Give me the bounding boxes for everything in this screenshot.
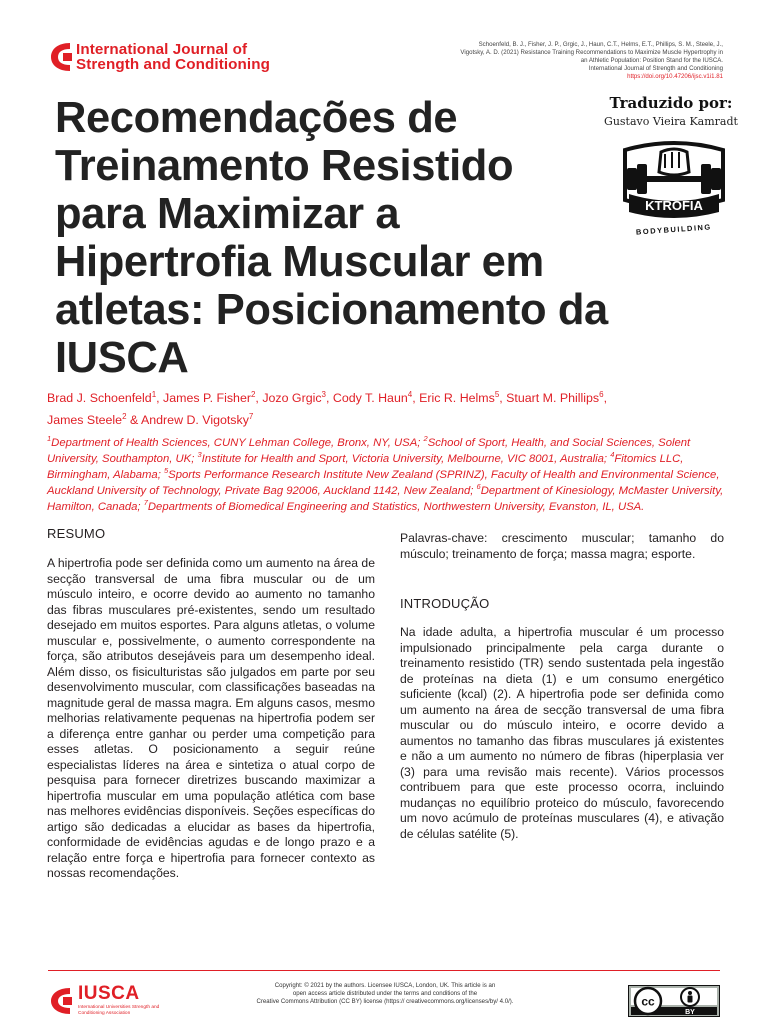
keywords-label: Palavras-chave: — [400, 531, 488, 545]
author — [47, 413, 127, 427]
author-name: Eric R. Helms — [419, 391, 495, 406]
author-affiliation-number: 1 — [151, 390, 157, 399]
citation-line: Vigotsky, A. D. (2021) Resistance Training Recommendations to Maximize Muscle Hypertrophy in — [460, 48, 723, 56]
affiliation-number: 4 — [610, 450, 615, 460]
ktrofia-logo-subtext: BODYBUILDING — [635, 222, 713, 237]
affiliation-number: 2 — [423, 434, 428, 443]
iusca-fullname: International Universities Strength and Conditioning Association — [78, 1005, 160, 1016]
author-affiliation-number: 5 — [494, 390, 500, 399]
abstract-text: A hipertrofia pode ser definida como um aumento na área de secção transversal de uma fibra muscular ou de um músculo inteiro, e ocorre devido ao aumento no tamanho das fibras musculares pré-existentes, sendo um resultado desejado em muitos esportes. Para alguns atletas, o volume muscular e, possivelmente, o aumento correspondente na força, são atributos desejáveis para um desempenho ideal. Além disso, os fisiculturistas são julgados em parte por seu desenvolvimento muscular, com classificações baseadas na magnitude geral de massa magra. Em alguns casos, mesmo melhorias relativamente pequenas na hipertrofia podem ser a diferença entre ganhar ou perder uma competição para esses atletas. O posicionamento a seguir reúne especialistas líderes na área e sintetiza o atual corpo de pesquisa para fornecer diretrizes buscando maximizar a hipertrofia muscular em uma população atlética com base nas melhores evidências disponíveis. Seções específicas do artigo são dedicadas a elucidar as bases da hipertrofia, conformidade de evidências agudas e de longo prazo e a relação entre força e hipertrofia para fornecer contexto as nossas recomendações. — [47, 556, 375, 880]
affiliation-text: Departments of Biomedical Engineering and Statistics, Northwestern University, Evanston, IL, USA. — [147, 501, 645, 514]
author — [141, 413, 253, 427]
copyright-line: Copyright: © 2021 by the authors. Licensee IUSCA, London, UK. This article is an — [274, 982, 496, 989]
author — [333, 391, 412, 405]
copyright-line[interactable]: Creative Commons Attribution (CC BY) license (https:// creativecommons.org/licenses/by/ 4.0/). — [256, 997, 514, 1005]
ktrofia-logo-text: KTROFIA — [645, 198, 703, 213]
citation-line: Schoenfeld, B. J., Fisher, J. P., Grgic, J., Haun, C.T., Helms, E.T., Phillips, S. M., Steele, J., — [478, 41, 723, 48]
affiliation-number: 1 — [47, 434, 52, 443]
cc-by-label: BY — [685, 1009, 695, 1016]
author-name: Andrew D. Vigotsky — [141, 412, 249, 427]
author-name: Brad J. Schoenfeld — [47, 391, 152, 406]
keywords-text: crescimento muscular; tamanho do músculo; treinamento de força; massa magra; esporte. — [400, 531, 724, 561]
copyright-line: open access article distributed under the terms and conditions of the — [292, 989, 478, 997]
introduction-heading: INTRODUÇÃO — [400, 596, 490, 611]
author — [262, 391, 326, 405]
journal-name-line2: Strength and Conditioning — [76, 56, 270, 73]
author-affiliation-number: 2 — [122, 411, 127, 421]
author-name: James P. Fisher — [163, 391, 251, 406]
iusca-name: IUSCA — [78, 983, 140, 1004]
translator-name: Gustavo Vieira Kamradt — [604, 115, 738, 128]
citation-line: International Journal of Strength and Conditioning — [588, 64, 723, 72]
author-affiliation-number: 4 — [407, 390, 413, 399]
footer-divider — [48, 970, 720, 971]
affiliation-number: 3 — [197, 450, 202, 460]
affiliation-number: 7 — [143, 498, 148, 508]
affiliation-text: Department of Kinesiology, McMaster University, Hamilton, Canada; — [47, 484, 724, 514]
journal-name-line1: International Journal of — [76, 41, 248, 58]
author — [47, 391, 156, 405]
affiliation-number: 6 — [476, 482, 481, 492]
introduction-text: Na idade adulta, a hipertrofia muscular é um processo impulsionado principalmente pela carga durante o treinamento resistido (TR) sendo sustentada pela ingestão de proteínas na dieta (1) e um consumo energético suficiente (kcal) (2). A hipertrofia pode ser definida como um aumento na área de secção transversal de uma fibra muscular ou do músculo inteiro, e ocorre devido a aumentos no tamanho das fibras musculares já existentes e não a um aumento no número de fibras (hiperplasia ver (3) para uma revisão mais recente). Vários processos contribuem para que este processo ocorra, incluindo mudanças no equilíbrio proteico do músculo, favorecendo um novo acúmulo de proteínas musculares (4), e ativação de células satélite (5). — [400, 625, 724, 841]
author — [163, 391, 255, 405]
affiliation-text: Department of Health Sciences, CUNY Lehman College, Bronx, NY, USA; — [51, 436, 424, 449]
ktrofia-logo — [615, 138, 733, 238]
svg-text:cc: cc — [641, 994, 655, 1009]
iusca-mark-icon — [48, 986, 74, 1016]
citation-line: an Athletic Population: Position Stand for the IUSCA. — [580, 56, 723, 64]
affiliations — [47, 433, 727, 513]
journal-name — [76, 42, 270, 72]
journal-mark-icon — [48, 41, 74, 73]
paper-title: Recomendações de Treinamento Resistido para Maximizar a Hipertrofia Muscular em atletas: Posicionamento da IUSCA — [55, 94, 608, 382]
author-list: Brad J. Schoenfeld$^1$, James P. Fisher$^2$, Jozo Grgic$^3$, Cody T. Haun$^4$, Eric R. Helms$^5$, Stuart M. Phillips$^6$, James Steele$^2$ & Andrew D. Vigotsky$^7$ — [47, 390, 608, 427]
affiliation-text: Sports Performance Research Institute New Zealand (SPRINZ), Faculty of Health and Environmental Science, Auckland University of Technology, Private Bag 92006, Auckland 1142, New Zealand; — [47, 468, 720, 497]
affiliation-text: Institute for Health and Sport, Victoria University, Melbourne, VIC 8001, Australia; — [201, 452, 611, 465]
affiliation-text: School of Sport, Health, and Social Sciences, Solent University, Southampton, UK; — [47, 436, 691, 465]
citation-block — [433, 41, 723, 81]
translated-by-label: Traduzido por: — [609, 94, 733, 112]
author — [419, 391, 499, 405]
affiliation-number: 5 — [164, 466, 169, 476]
iusca-logo — [48, 983, 178, 1023]
keywords — [400, 531, 724, 562]
affiliation-text: Fitomics LLC, Birmingham, Alabama; — [47, 452, 684, 481]
author-affiliation-number: 6 — [599, 390, 604, 399]
author-name: Cody T. Haun — [332, 391, 408, 406]
author-affiliation-number: 2 — [250, 390, 256, 399]
journal-logo — [48, 41, 323, 75]
translation-credit — [596, 94, 746, 130]
abstract-heading: RESUMO — [47, 526, 106, 541]
author-affiliation-number: 3 — [321, 390, 326, 399]
author-name: Jozo Grgic — [262, 391, 322, 406]
cc-by-license-badge[interactable] — [628, 985, 720, 1017]
copyright-notice — [240, 982, 530, 1006]
doi-link[interactable]: https://doi.org/10.47206/ijsc.v1i1.81 — [627, 72, 723, 80]
author-affiliation-number: 7 — [248, 411, 254, 421]
author — [506, 391, 603, 405]
author-name: Stuart M. Phillips — [506, 391, 600, 406]
author-name: James Steele — [47, 412, 123, 427]
